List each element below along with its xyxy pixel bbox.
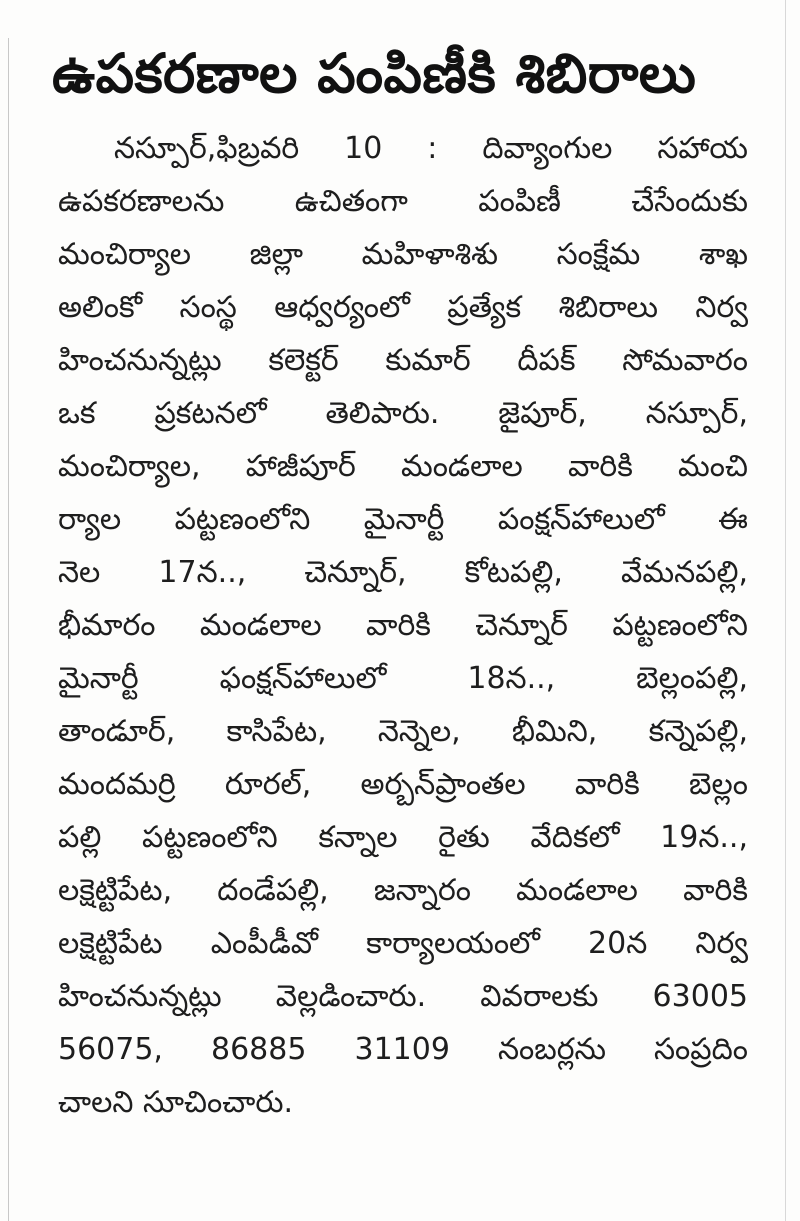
column-rule-right	[785, 0, 786, 1221]
article-body	[58, 122, 748, 1129]
article-line: మంచిర్యాల, హాజీపూర్ మండలాల వారికి మంచి	[58, 449, 748, 484]
article-line: అలింకో సంస్థ ఆధ్వర్యంలో ప్రత్యేక శిబిరాలు నిర్వ	[58, 290, 748, 325]
article-headline: ఉపకరణాల పంపిణీకి శిబిరాలు	[52, 42, 697, 105]
article-line: ఉపకరణాలను ఉచితంగా పంపిణీ చేసేందుకు	[58, 184, 748, 219]
article-line: ఒక ప్రకటనలో తెలిపారు. జైపూర్, నస్పూర్,	[58, 396, 748, 431]
article-line: హించనున్నట్లు వెల్లడించారు. వివరాలకు 63005	[58, 979, 748, 1014]
article-line: భీమారం మండలాల వారికి చెన్నూర్ పట్టణంలోని	[58, 608, 748, 643]
article-line: నస్పూర్,ఫిబ్రవరి 10 : దివ్యాంగుల సహాయ	[114, 131, 748, 166]
article-line: నెల 17న.., చెన్నూర్, కోటపల్లి, వేమనపల్లి,	[58, 555, 748, 590]
article-line: చాలని సూచించారు.	[58, 1085, 294, 1120]
article-line: తాండూర్, కాసిపేట, నెన్నెల, భీమిని, కన్నెపల్లి,	[58, 714, 748, 749]
article-line: ర్యాల పట్టణంలోని మైనార్టీ పంక్షన్‌హాలులో ఈ	[58, 502, 748, 537]
article-line: లక్షెట్టిపేట, దండేపల్లి, జన్నారం మండలాల వారికి	[58, 873, 748, 908]
column-rule-left	[8, 38, 9, 1221]
article-line: మైనార్టీ ఫంక్షన్‌హాలులో 18న.., బెల్లంపల్లి,	[58, 661, 748, 696]
article-line: హించనున్నట్లు కలెక్టర్ కుమార్ దీపక్ సోమవారం	[58, 343, 748, 378]
article-line: లక్షెట్టిపేట ఎంపీడీవో కార్యాలయంలో 20న నిర్వ	[58, 926, 748, 961]
article-line: మందమర్రి రూరల్, అర్బన్‌ప్రాంతల వారికి బెల్లం	[58, 767, 748, 802]
article-line: మంచిర్యాల జిల్లా మహిళాశిశు సంక్షేమ శాఖ	[58, 237, 748, 272]
article-line: పల్లి పట్టణంలోని కన్నాల రైతు వేదికలో 19న..,	[58, 820, 748, 855]
article-line: 56075, 86885 31109 నంబర్లను సంప్రదిం	[58, 1032, 748, 1067]
